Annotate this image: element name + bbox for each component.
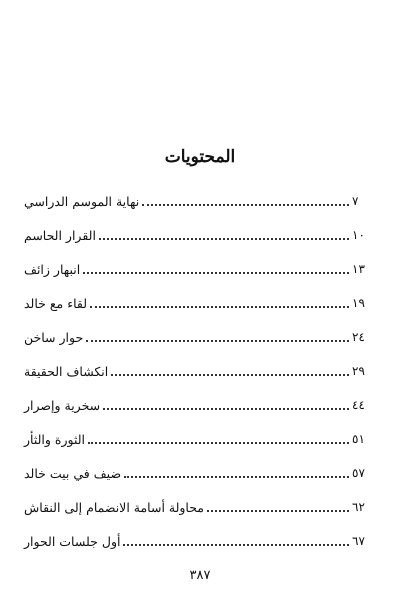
toc-entry-title: ضيف في بيت خالد xyxy=(24,465,122,481)
toc-entry-title: حوار ساخن xyxy=(24,329,84,345)
toc-entry xyxy=(22,252,376,286)
toc-entry-page: ٦٧ xyxy=(352,534,365,548)
toc-dot-leader xyxy=(124,476,349,478)
toc-dot-leader xyxy=(207,510,349,512)
toc-dot-leader xyxy=(99,238,349,240)
toc-entry-title: محاولة أسامة الانضمام إلى النقاش xyxy=(24,499,205,515)
toc-entry-title: القرار الحاسم xyxy=(24,227,96,243)
toc-entry-page: ٦٢ xyxy=(352,500,365,514)
toc-dot-leader xyxy=(142,204,349,206)
toc-entry-title: سخرية وإصرار xyxy=(24,397,101,413)
toc-entry-title: الثورة والثأر xyxy=(24,431,86,447)
toc-dot-leader xyxy=(88,442,349,444)
toc-entry-page: ٢٤ xyxy=(352,330,365,344)
toc-dot-leader xyxy=(111,374,349,376)
toc-entry xyxy=(22,286,376,320)
toc-entry xyxy=(22,218,376,252)
toc-entry-title: نهاية الموسم الدراسي xyxy=(24,193,140,209)
toc-entry-page: ١٠ xyxy=(352,228,365,242)
toc-entry-title: انكشاف الحقيقة xyxy=(24,363,109,379)
toc-entry-title: أول جلسات الحوار xyxy=(24,533,121,549)
toc-entry-title: لقاء مع خالد xyxy=(24,295,88,311)
toc-entry xyxy=(22,456,376,490)
toc-entry-page: ٤٤ xyxy=(352,398,365,412)
toc-entry-title: انبهار زائف xyxy=(24,261,81,277)
toc-dot-leader xyxy=(123,544,349,546)
toc-dot-leader xyxy=(83,272,349,274)
toc-entry-page: ٧ xyxy=(352,194,359,208)
toc-entry xyxy=(22,388,376,422)
toc-entry xyxy=(22,490,376,524)
toc-entry-page: ٥١ xyxy=(352,432,365,446)
page-number: ٣٨٧ xyxy=(189,568,211,583)
toc-entry xyxy=(22,524,376,558)
toc-dot-leader xyxy=(86,340,349,342)
toc-dot-leader xyxy=(90,306,349,308)
toc-entry xyxy=(22,184,376,218)
toc-entry xyxy=(22,422,376,456)
toc-entry-page: ١٩ xyxy=(352,296,365,310)
toc-entry-page: ٥٧ xyxy=(352,466,365,480)
toc-entry xyxy=(22,354,376,388)
toc-entry xyxy=(22,320,376,354)
toc-entry-page: ٢٩ xyxy=(352,364,365,378)
toc-dot-leader xyxy=(103,408,349,410)
toc-entry-page: ١٣ xyxy=(352,262,365,276)
table-of-contents xyxy=(22,184,376,558)
page-title: المحتويات xyxy=(164,147,236,167)
